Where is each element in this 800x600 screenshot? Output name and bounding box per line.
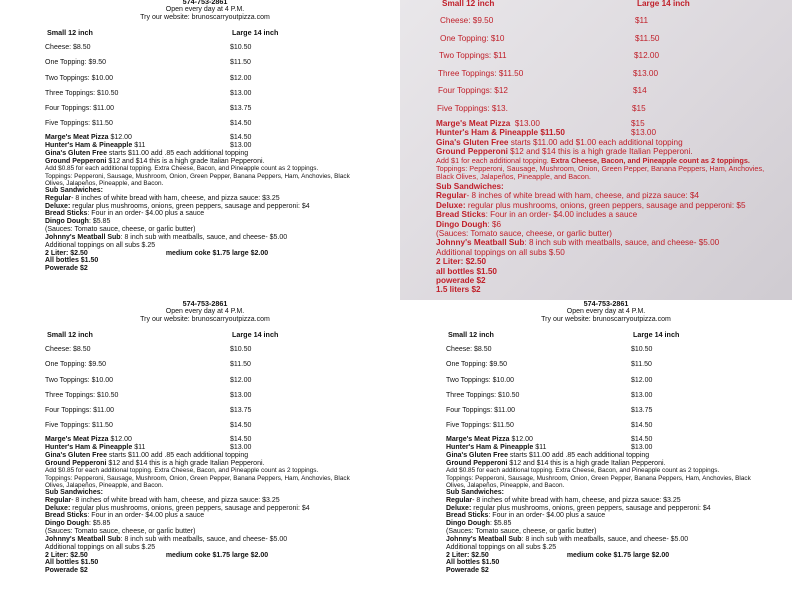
website: Try our website: brunoscarryoutpizza.com <box>140 315 270 323</box>
photo-sauces: (Sauces: Tomato sauce, cheese, or garlic butter) <box>436 228 612 238</box>
price-row: Cheese: $8.50 $10.50 <box>446 346 653 354</box>
photo-price-row: Two Toppings: $11 $12.00 <box>439 51 660 61</box>
special-row: Marge's Meat Pizza $12.00 $14.50 <box>45 134 252 142</box>
col-small-heading: Small 12 inch <box>47 27 93 37</box>
drinks-line: 2 Liter: $2.50 medium coke $1.75 large $2.00 <box>45 551 269 559</box>
deluxe-sub: Deluxe: regular plus mushrooms, onions, green peppers, sausage and pepperoni: $4 <box>45 202 310 210</box>
price-row: Four Toppings: $11.00 $13.75 <box>45 105 252 113</box>
photo-price-row: Four Toppings: $12 $14 <box>438 86 647 96</box>
toppings-list: Toppings: Pepperoni, Sausage, Mushroom, Onion, Green Pepper, Banana Peppers, Ham, Anchovies, Black Olives, Jalapeños, Pineapple, and Bacon. <box>45 172 350 187</box>
price-row: Four Toppings: $11.00 $13.75 <box>446 407 653 415</box>
pepperoni-line: Ground Pepperoni $12 and $14 this is a high grade Italian Pepperoni. <box>45 459 265 467</box>
photo-regular-sub: Regular- 8 inches of white bread with ham, cheese, and pizza sauce: $4 <box>436 191 700 201</box>
special-row: Hunter's Ham & Pineapple $11 $13.00 <box>45 141 252 149</box>
regular-sub: Regular- 8 inches of white bread with ham, cheese, and pizza sauce: $3.25 <box>446 496 681 504</box>
bottles: All bottles $1.50 <box>45 257 99 265</box>
price-row: One Topping: $9.50 $11.50 <box>45 59 251 67</box>
photo-bread-sticks: Bread Sticks: Four in an order- $4.00 includes a sauce <box>436 210 638 220</box>
meatball-sub: Johnny's Meatball Sub: 8 inch sub with meatballs, sauce, and cheese- $5.00 <box>45 233 288 241</box>
sauces: (Sauces: Tomato sauce, cheese, or garlic butter) <box>45 226 196 234</box>
photo-price-row: Cheese: $9.50 $11 <box>440 16 649 26</box>
pepperoni-line: Ground Pepperoni $12 and $14 this is a high grade Italian Pepperoni. <box>45 157 265 165</box>
col-small-heading: Small 12 inch <box>448 329 494 339</box>
bread-sticks: Bread Sticks: Four in an order- $4.00 plus a sauce <box>45 210 205 218</box>
special-row: Hunter's Ham & Pineapple $11 $13.00 <box>446 443 653 451</box>
price-row: Three Toppings: $10.50 $13.00 <box>45 89 252 97</box>
addon-note: Add $0.85 for each additional topping. Extra Cheese, Bacon, and Pineapple count as 2 toppings. <box>45 165 319 173</box>
dingo-dough: Dingo Dough: $5.85 <box>45 520 111 528</box>
gluten-free-line: Gina's Gluten Free starts $11.00 add .85 each additional topping <box>45 149 249 157</box>
subs-addon: Additional toppings on all subs $.25 <box>45 543 156 551</box>
bread-sticks: Bread Sticks: Four in an order- $4.00 plus a sauce <box>45 512 205 520</box>
meatball-sub: Johnny's Meatball Sub: 8 inch sub with meatballs, sauce, and cheese- $5.00 <box>446 535 689 543</box>
photo-special-row: Marge's Meat Pizza $13.00 $15 <box>436 118 645 128</box>
photo-bottles: all bottles $1.50 <box>436 266 497 276</box>
col-small-heading: Small 12 inch <box>47 329 93 339</box>
price-row: Three Toppings: $10.50 $13.00 <box>45 391 252 399</box>
menu-page-top-left <box>0 0 400 300</box>
price-row: Two Toppings: $10.00 $12.00 <box>45 74 252 82</box>
special-row: Marge's Meat Pizza $12.00 $14.50 <box>45 436 252 444</box>
photo-pepperoni-line: Ground Pepperoni $12 and $14 this is a high grade Italian Pepperoni. <box>436 147 693 157</box>
photo-powerade: powerade $2 <box>436 276 486 286</box>
price-row: Two Toppings: $10.00 $12.00 <box>446 376 653 384</box>
addon-note: Add $0.85 for each additional topping. Extra Cheese, Bacon, and Pineapple count as 2 toppings. <box>446 467 720 475</box>
phone-number: 574-753-2861 <box>182 300 228 308</box>
price-row: Four Toppings: $11.00 $13.75 <box>45 407 252 415</box>
addon-note: Add $0.85 for each additional topping. Extra Cheese, Bacon, and Pineapple count as 2 toppings. <box>45 467 319 475</box>
subs-addon: Additional toppings on all subs $.25 <box>446 543 557 551</box>
meatball-sub: Johnny's Meatball Sub: 8 inch sub with meatballs, sauce, and cheese- $5.00 <box>45 535 288 543</box>
menu-page-bottom-right <box>400 300 800 600</box>
powerade: Powerade $2 <box>446 567 489 575</box>
photo-col-large: Large 14 inch <box>637 0 690 8</box>
phone-number: 574-753-2861 <box>182 0 228 6</box>
col-large-heading: Large 14 inch <box>232 27 279 37</box>
price-row: Five Toppings: $11.50 $14.50 <box>45 422 252 430</box>
powerade: Powerade $2 <box>45 567 88 575</box>
price-row: Cheese: $8.50 $10.50 <box>45 44 252 52</box>
pepperoni-line: Ground Pepperoni $12 and $14 this is a high grade Italian Pepperoni. <box>446 459 666 467</box>
photo-subs-title: Sub Sandwiches: <box>436 181 504 191</box>
price-row: Three Toppings: $10.50 $13.00 <box>446 391 653 399</box>
menu-photo-top-right <box>400 0 800 300</box>
photo-liter: 2 Liter: $2.50 <box>436 257 487 267</box>
bottles: All bottles $1.50 <box>45 559 99 567</box>
price-row: Cheese: $8.50 $10.50 <box>45 346 252 354</box>
special-row: Hunter's Ham & Pineapple $11 $13.00 <box>45 443 252 451</box>
gluten-free-line: Gina's Gluten Free starts $11.00 add .85 each additional topping <box>446 451 650 459</box>
powerade: Powerade $2 <box>45 265 88 273</box>
toppings-list: Toppings: Pepperoni, Sausage, Mushroom, Onion, Green Pepper, Banana Peppers, Ham, Anchovies, Black Olives, Jalapeños, Pineapple, and Bacon. <box>446 474 751 489</box>
regular-sub: Regular- 8 inches of white bread with ham, cheese, and pizza sauce: $3.25 <box>45 496 280 504</box>
dingo-dough: Dingo Dough: $5.85 <box>45 218 111 226</box>
special-row: Marge's Meat Pizza $12.00 $14.50 <box>446 436 653 444</box>
photo-addon-note: Add $1 for each additional topping. Extra Cheese, Bacon, and Pineapple count as 2 toppings. <box>436 155 750 165</box>
sauces: (Sauces: Tomato sauce, cheese, or garlic butter) <box>446 528 597 536</box>
col-large-heading: Large 14 inch <box>232 329 279 339</box>
col-large-heading: Large 14 inch <box>633 329 680 339</box>
dingo-dough: Dingo Dough: $5.85 <box>446 520 512 528</box>
photo-edge <box>792 0 800 300</box>
drinks-line: 2 Liter: $2.50 medium coke $1.75 large $2.00 <box>446 551 670 559</box>
hours: Open every day at 4 P.M. <box>165 308 245 316</box>
price-row: Five Toppings: $11.50 $14.50 <box>446 422 653 430</box>
photo-col-small: Small 12 inch <box>442 0 495 8</box>
website: Try our website: brunoscarryoutpizza.com <box>140 13 270 21</box>
photo-price-row: One Topping: $10 $11.50 <box>440 33 660 43</box>
photo-special-row: Hunter's Ham & Pineapple $11.50 $13.00 <box>436 128 657 138</box>
hours: Open every day at 4 P.M. <box>165 6 245 14</box>
sauces: (Sauces: Tomato sauce, cheese, or garlic butter) <box>45 528 196 536</box>
subs-title: Sub Sandwiches: <box>45 186 103 194</box>
toppings-list: Toppings: Pepperoni, Sausage, Mushroom, Onion, Green Pepper, Banana Peppers, Ham, Anchovies, Black Olives, Jalapeños, Pineapple, and Bacon. <box>45 474 350 489</box>
photo-price-row: Three Toppings: $11.50 $13.00 <box>438 68 659 78</box>
drinks-line: 2 Liter: $2.50 medium coke $1.75 large $2.00 <box>45 249 269 257</box>
photo-meatball-sub: Johnny's Meatball Sub: 8 inch sub with meatballs, sauce, and cheese- $5.00 <box>436 238 720 248</box>
photo-liters: 1.5 liters $2 <box>436 285 481 295</box>
bread-sticks: Bread Sticks: Four in an order- $4.00 plus a sauce <box>446 512 606 520</box>
menu-page-bottom-left <box>0 300 400 600</box>
photo-dingo-dough: Dingo Dough: $6 <box>436 219 502 229</box>
subs-addon: Additional toppings on all subs $.25 <box>45 241 156 249</box>
photo-gluten-line: Gina's Gluten Free starts $11.00 add $1.00 each additional topping <box>436 137 683 147</box>
hours: Open every day at 4 P.M. <box>566 308 646 316</box>
photo-deluxe-sub: Deluxe: regular plus mushrooms, onions, green peppers, sausage and pepperoni: $5 <box>436 200 746 210</box>
photo-toppings-list: Toppings: Pepperoni, Sausage, Mushroom, Onion, Green Pepper, Banana Peppers, Ham, Anchovies, Black Olives, Jalapeños, Pineapple, and Bacon. <box>436 164 765 182</box>
price-row: Five Toppings: $11.50 $14.50 <box>45 120 252 128</box>
gluten-free-line: Gina's Gluten Free starts $11.00 add .85 each additional topping <box>45 451 249 459</box>
bottles: All bottles $1.50 <box>446 559 500 567</box>
deluxe-sub: Deluxe: regular plus mushrooms, onions, green peppers, sausage and pepperoni: $4 <box>45 504 310 512</box>
price-row: One Topping: $9.50 $11.50 <box>45 361 251 369</box>
photo-subs-addon: Additional toppings on all subs $.50 <box>436 247 565 257</box>
subs-title: Sub Sandwiches: <box>45 488 103 496</box>
website: Try our website: brunoscarryoutpizza.com <box>541 315 671 323</box>
price-row: Two Toppings: $10.00 $12.00 <box>45 376 252 384</box>
phone-number: 574-753-2861 <box>583 300 629 308</box>
price-row: One Topping: $9.50 $11.50 <box>446 361 652 369</box>
deluxe-sub: Deluxe: regular plus mushrooms, onions, green peppers, sausage and pepperoni: $4 <box>446 504 711 512</box>
regular-sub: Regular- 8 inches of white bread with ham, cheese, and pizza sauce: $3.25 <box>45 194 280 202</box>
photo-price-row: Five Toppings: $13. $15 <box>437 103 646 113</box>
subs-title: Sub Sandwiches: <box>446 488 504 496</box>
